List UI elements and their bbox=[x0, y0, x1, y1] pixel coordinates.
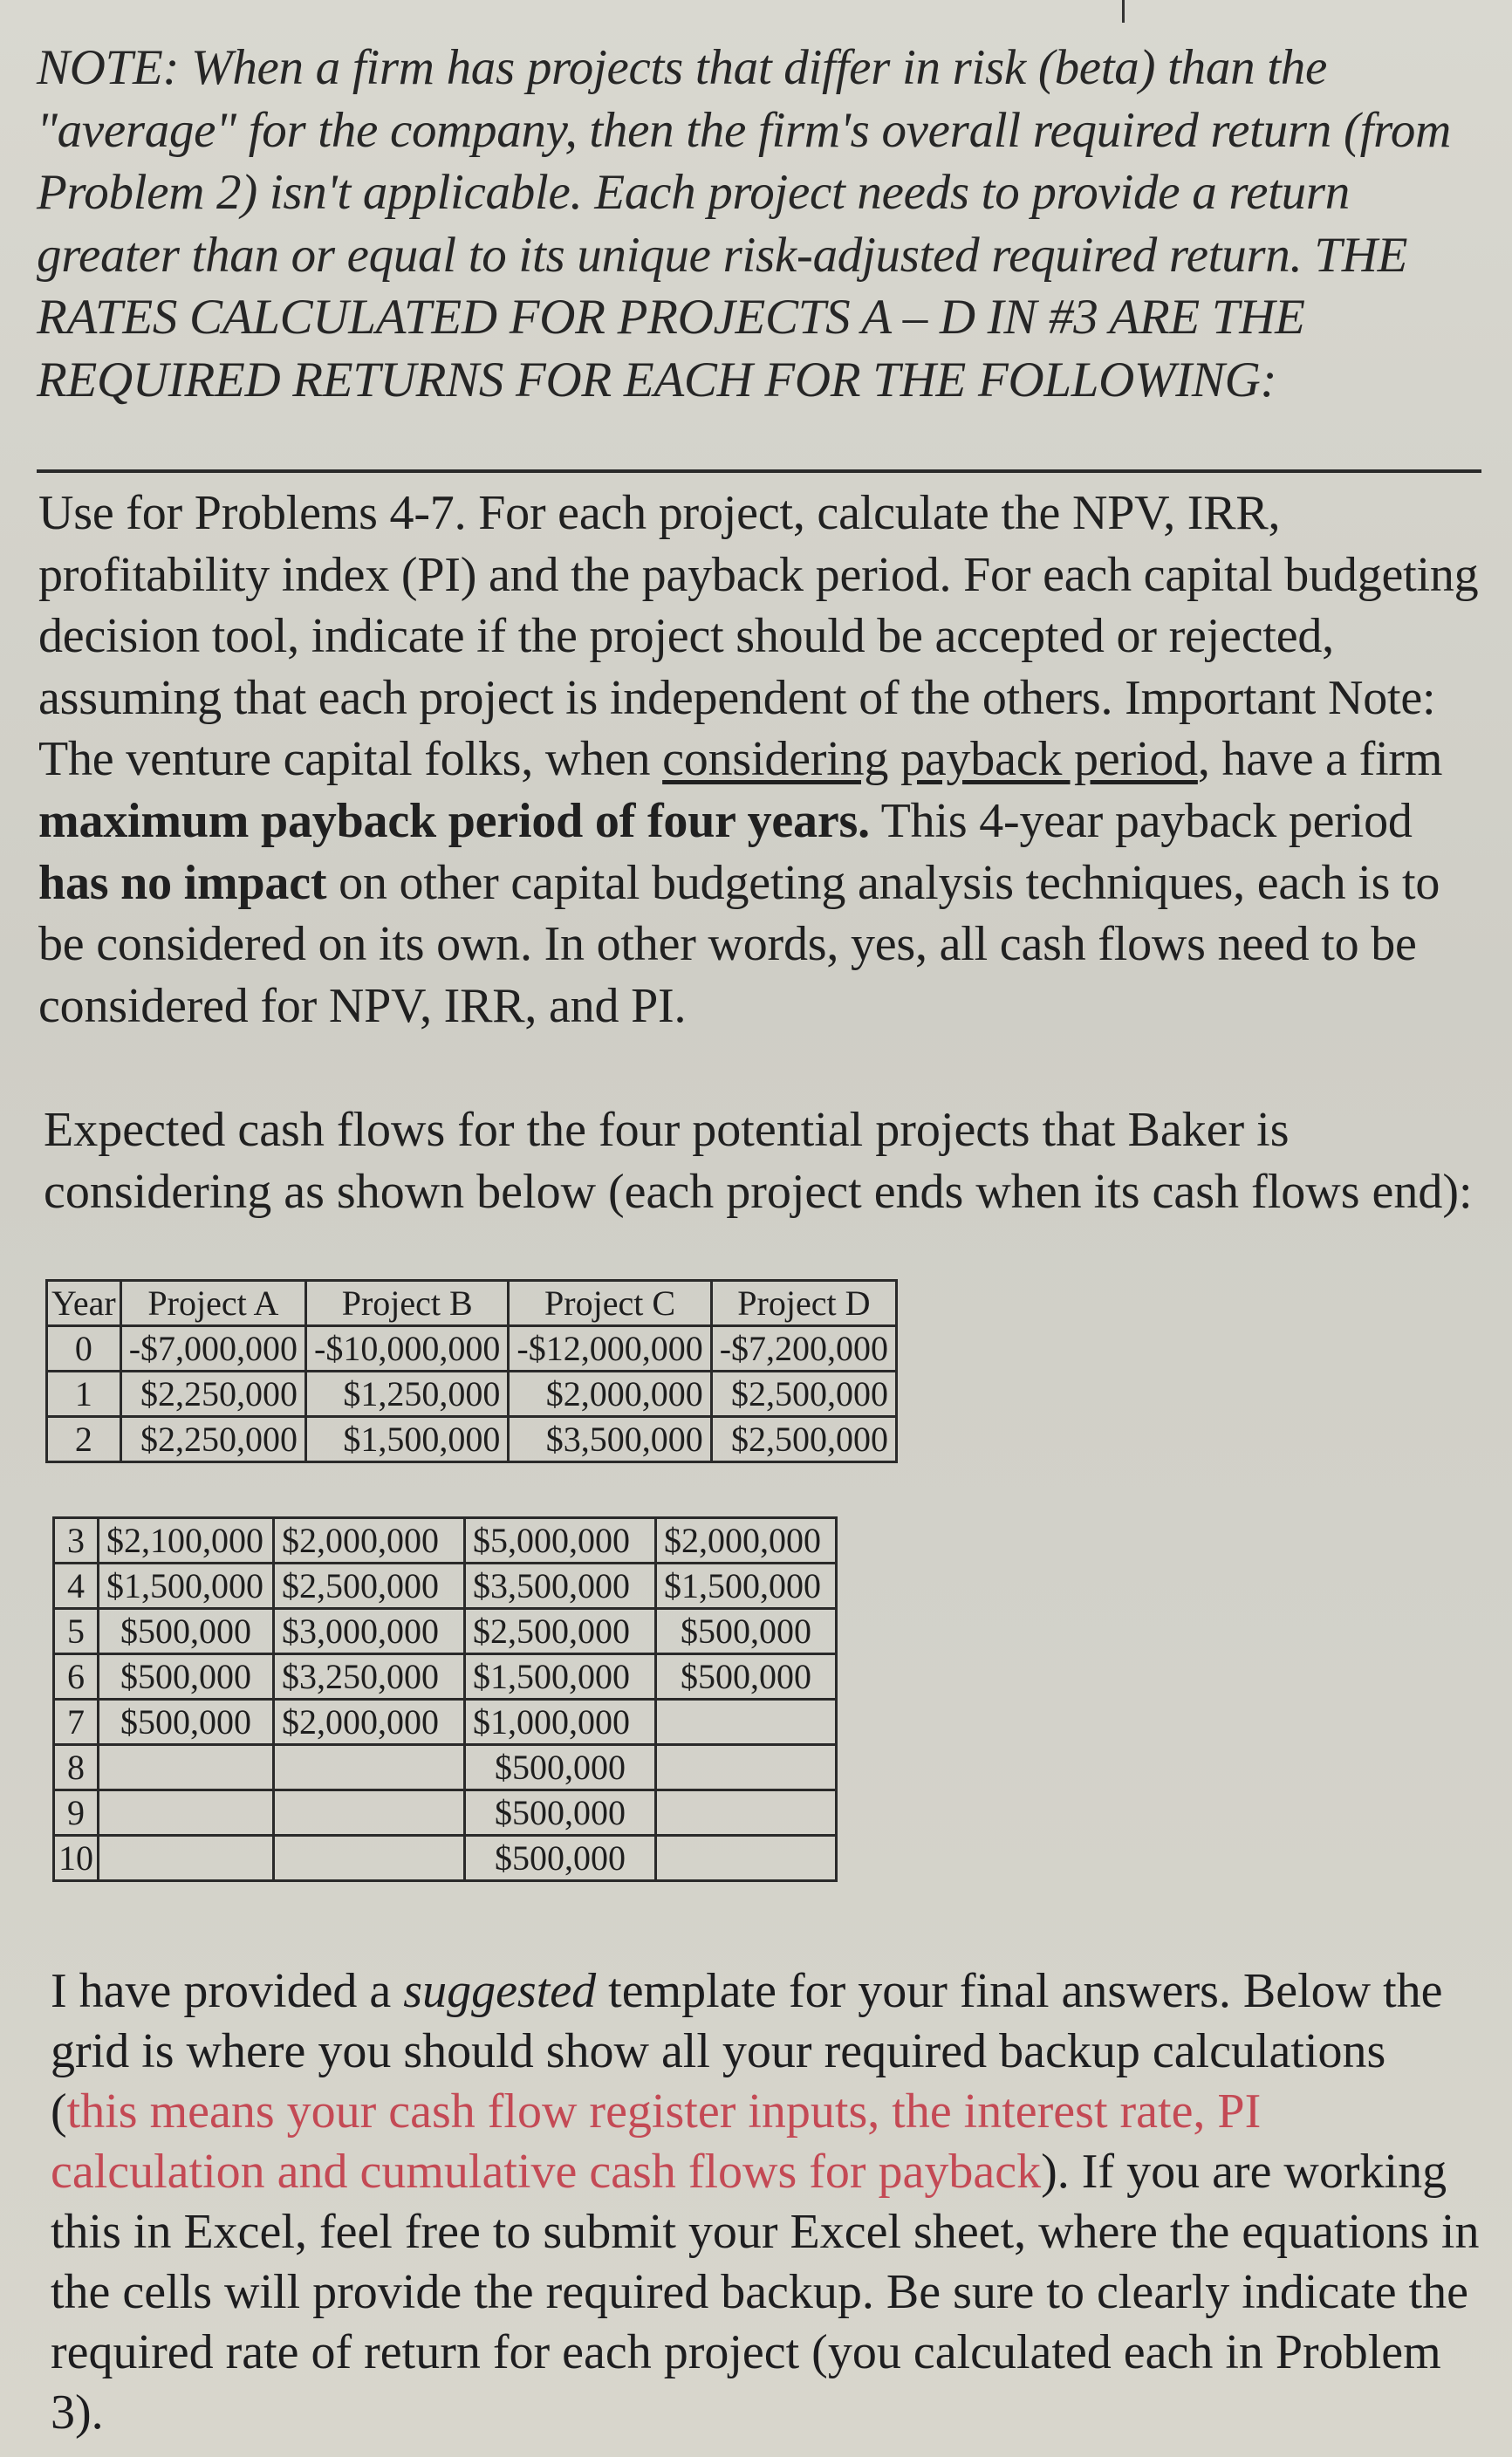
bold-no-impact: has no impact bbox=[38, 855, 327, 910]
year-cell: 9 bbox=[54, 1790, 99, 1836]
cash-flow-cell bbox=[99, 1790, 274, 1836]
table-header-cell: Project A bbox=[120, 1281, 305, 1326]
year-cell: 10 bbox=[54, 1836, 99, 1881]
cash-flow-cell: $2,500,000 bbox=[711, 1417, 896, 1462]
cash-flow-cell: $500,000 bbox=[99, 1654, 274, 1700]
year-cell: 1 bbox=[47, 1372, 121, 1417]
cash-flow-cell bbox=[656, 1836, 837, 1881]
year-cell: 6 bbox=[54, 1654, 99, 1700]
cash-flow-cell: $2,000,000 bbox=[509, 1372, 711, 1417]
table-row bbox=[54, 1564, 837, 1609]
cash-flow-cell bbox=[656, 1745, 837, 1790]
table-row bbox=[47, 1417, 897, 1462]
table-header-cell: Project B bbox=[306, 1281, 509, 1326]
table-row bbox=[54, 1700, 837, 1745]
table-row bbox=[54, 1518, 837, 1564]
table-row bbox=[54, 1654, 837, 1700]
cash-flow-cell bbox=[274, 1836, 465, 1881]
cash-flow-cell: $500,000 bbox=[656, 1609, 837, 1654]
cash-flow-cell: $3,500,000 bbox=[465, 1564, 656, 1609]
year-cell: 2 bbox=[47, 1417, 121, 1462]
cash-flow-cell: $2,100,000 bbox=[99, 1518, 274, 1564]
cash-flow-cell bbox=[99, 1745, 274, 1790]
cash-flow-cell: $3,250,000 bbox=[274, 1654, 465, 1700]
table-row bbox=[47, 1372, 897, 1417]
instructions-text-2: , have a firm bbox=[1197, 732, 1443, 787]
closing-red-text: this means your cash flow register inputs, the interest rate, PI calculation and cumulative cash flows for payback bbox=[51, 2084, 1262, 2199]
instructions-paragraph bbox=[38, 483, 1487, 1037]
closing-text-1: I have provided a bbox=[51, 1964, 404, 2018]
cash-flow-cell: -$7,200,000 bbox=[711, 1326, 896, 1372]
instructions-text-4: on other capital budgeting analysis techniques, each is to be considered on its own. In other words, yes, all cash flows need to be considered for NPV, IRR, and PI. bbox=[38, 855, 1440, 1033]
cash-flow-cell: $500,000 bbox=[465, 1745, 656, 1790]
cash-flow-cell: $500,000 bbox=[99, 1609, 274, 1654]
cash-flow-cell: $500,000 bbox=[465, 1790, 656, 1836]
year-cell: 4 bbox=[54, 1564, 99, 1609]
table-row bbox=[54, 1836, 837, 1881]
cash-flow-cell: $1,250,000 bbox=[306, 1372, 509, 1417]
note-paragraph: NOTE: When a firm has projects that differ in risk (beta) than the "average" for the company, then the firm's overall required return (from Problem 2) isn't applicable. Each project needs to provide a return greater than or equal to its unique risk-adjusted required return. THE RATES CALCULATED FOR PROJECTS A – D IN #3 ARE THE REQUIRED RETURNS FOR EACH FOR THE FOLLOWING: bbox=[37, 40, 1451, 407]
cash-flow-cell: -$12,000,000 bbox=[509, 1326, 711, 1372]
cash-flow-cell: -$10,000,000 bbox=[306, 1326, 509, 1372]
cash-flow-cell: -$7,000,000 bbox=[120, 1326, 305, 1372]
table-row bbox=[54, 1609, 837, 1654]
cash-flow-cell: $500,000 bbox=[656, 1654, 837, 1700]
underlined-payback-period: payback period bbox=[900, 732, 1198, 787]
cash-flow-cell: $1,500,000 bbox=[465, 1654, 656, 1700]
closing-text-3: ). If you are working this in Excel, feel free to submit your Excel sheet, where the equations in the cells will provide the required backup. Be sure to clearly indicate the required rate of return for each project (you calculated each in Problem 3). bbox=[51, 2145, 1480, 2440]
cash-flow-cell bbox=[99, 1836, 274, 1881]
cash-flow-cell: $2,000,000 bbox=[274, 1518, 465, 1564]
cash-flow-table-top bbox=[45, 1279, 898, 1463]
year-cell: 3 bbox=[54, 1518, 99, 1564]
table-row bbox=[54, 1745, 837, 1790]
cash-flow-table-bottom bbox=[52, 1516, 838, 1882]
cash-flow-cell: $500,000 bbox=[465, 1836, 656, 1881]
table-header-row bbox=[47, 1281, 897, 1326]
cash-flow-cell: $1,500,000 bbox=[99, 1564, 274, 1609]
cash-flow-cell: $1,500,000 bbox=[656, 1564, 837, 1609]
cash-flow-cell bbox=[274, 1745, 465, 1790]
cash-flow-cell: $2,000,000 bbox=[274, 1700, 465, 1745]
cash-flow-cell: $2,500,000 bbox=[465, 1609, 656, 1654]
cash-flow-cell: $2,500,000 bbox=[711, 1372, 896, 1417]
cash-flow-cell: $2,500,000 bbox=[274, 1564, 465, 1609]
table-header-cell: Project C bbox=[509, 1281, 711, 1326]
instructions-text-3: This 4-year payback period bbox=[869, 793, 1413, 848]
cash-flow-cell: $1,000,000 bbox=[465, 1700, 656, 1745]
year-cell: 7 bbox=[54, 1700, 99, 1745]
cash-flow-cell bbox=[656, 1700, 837, 1745]
table-row bbox=[47, 1326, 897, 1372]
cash-flow-cell: $2,000,000 bbox=[656, 1518, 837, 1564]
section-divider bbox=[37, 469, 1481, 473]
bold-max-payback: maximum payback period of four years. bbox=[38, 793, 870, 848]
table-header-cell: Project D bbox=[711, 1281, 896, 1326]
cash-flow-cell: $1,500,000 bbox=[306, 1417, 509, 1462]
cash-flow-cell: $2,250,000 bbox=[120, 1372, 305, 1417]
cash-flow-cell: $500,000 bbox=[99, 1700, 274, 1745]
year-cell: 5 bbox=[54, 1609, 99, 1654]
cash-flow-cell: $5,000,000 bbox=[465, 1518, 656, 1564]
year-cell: 8 bbox=[54, 1745, 99, 1790]
cash-flow-cell bbox=[274, 1790, 465, 1836]
expected-cash-flows-paragraph: Expected cash flows for the four potential projects that Baker is considering as shown below (each project ends when its cash flows end): bbox=[44, 1103, 1473, 1219]
closing-paragraph bbox=[51, 1961, 1481, 2443]
closing-italic-suggested: suggested bbox=[403, 1964, 597, 2018]
cash-flow-cell: $3,000,000 bbox=[274, 1609, 465, 1654]
year-cell: 0 bbox=[47, 1326, 121, 1372]
cash-flow-cell: $2,250,000 bbox=[120, 1417, 305, 1462]
instructions-text-1: Use for Problems 4-7. For each project, calculate the NPV, IRR, profitability index (PI) and the payback period. For each capital budgeting decision tool, indicate if the project should be accepted or rejected, assuming that each project is independent of the others. Important Note: The venture capital folks, when bbox=[38, 486, 1479, 787]
cash-flow-cell: $3,500,000 bbox=[509, 1417, 711, 1462]
closing-text-2: template for your final answers. Below the grid is where you should show all your required backup calculations ( bbox=[51, 1964, 1443, 2139]
page-edge-mark bbox=[1122, 0, 1125, 23]
underlined-considering: considering bbox=[662, 732, 889, 787]
table-row bbox=[54, 1790, 837, 1836]
table-header-cell: Year bbox=[47, 1281, 121, 1326]
cash-flow-cell bbox=[656, 1790, 837, 1836]
